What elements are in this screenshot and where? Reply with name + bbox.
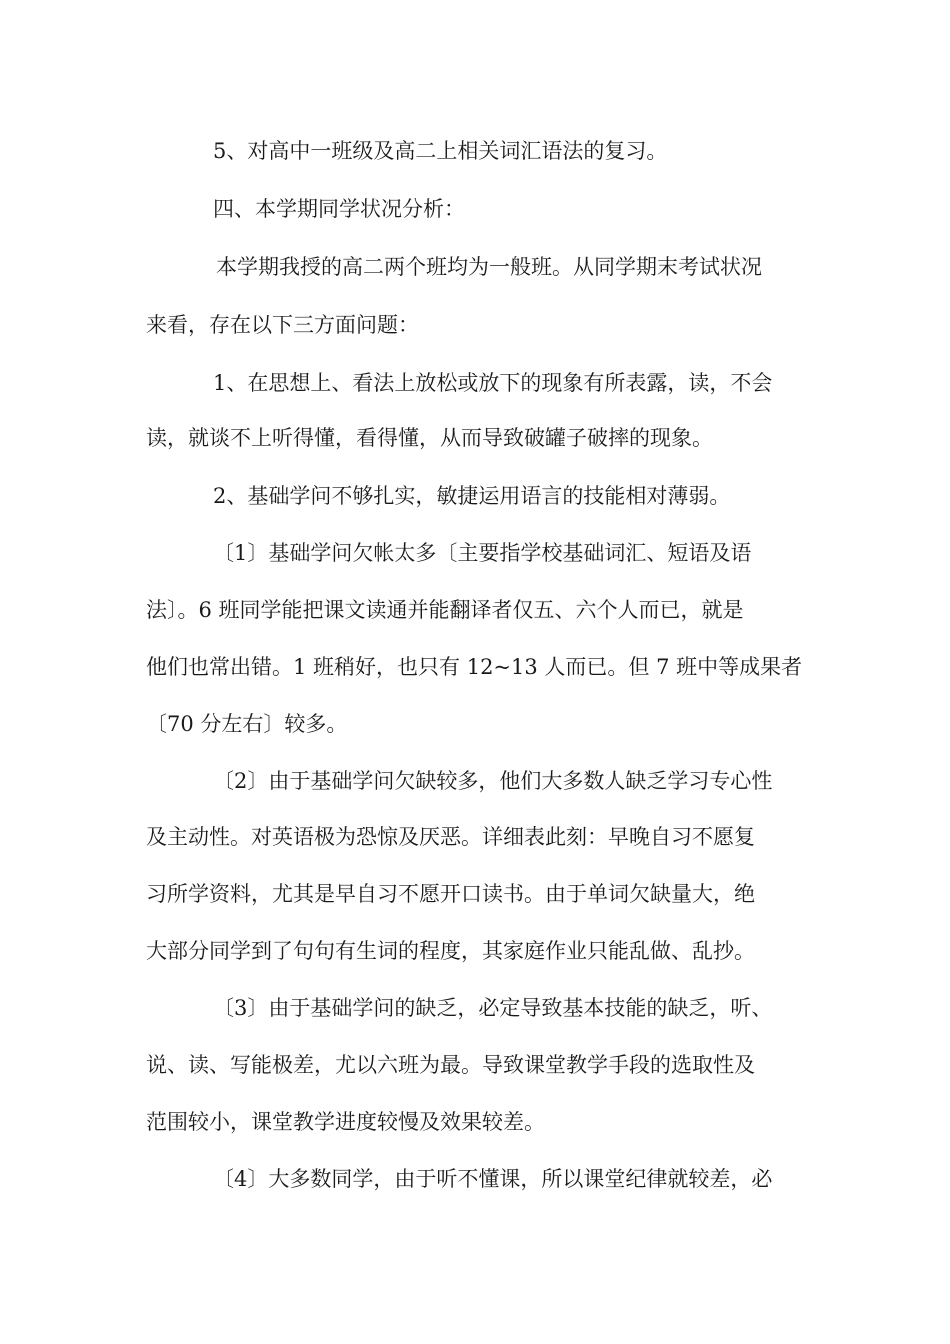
paragraph-line: 〔2〕由于基础学问欠缺较多，他们大多数人缺乏学习专心性 <box>213 769 773 793</box>
paragraph-line: 及主动性。对英语极为恐惊及厌恶。详细表此刻：早晚自习不愿复 <box>146 825 755 849</box>
paragraph-line: 〔70 分左右〕较多。 <box>146 712 348 736</box>
paragraph-line: 〔3〕由于基础学问的缺乏，必定导致基本技能的缺乏，听、 <box>213 996 773 1020</box>
paragraph-line: 法〕。6 班同学能把课文读通并能翻译者仅五、六个人而已，就是 <box>146 598 744 622</box>
paragraph-line: 读，就谈不上听得懂，看得懂，从而导致破罐子破摔的现象。 <box>146 426 713 450</box>
paragraph-line: 说、读、写能极差，尤以六班为最。导致课堂教学手段的选取性及 <box>146 1053 755 1077</box>
paragraph-line: 习所学资料，尤其是早自习不愿开口读书。由于单词欠缺量大，绝 <box>146 882 755 906</box>
paragraph-line: 他们也常出错。1 班稍好，也只有 12~13 人而已。但 7 班中等成果者 <box>146 655 803 679</box>
paragraph-line: 大部分同学到了句句有生词的程度，其家庭作业只能乱做、乱抄。 <box>146 939 755 963</box>
paragraph-line: 5、对高中一班级及高二上相关词汇语法的复习。 <box>213 139 668 163</box>
section-heading: 四、本学期同学状况分析： <box>213 197 465 221</box>
paragraph-line: 1、在思想上、看法上放松或放下的现象有所表露，读，不会 <box>213 371 773 395</box>
paragraph-line: 本学期我授的高二两个班均为一般班。从同学期末考试状况 <box>216 255 762 279</box>
paragraph-line: 〔4〕大多数同学，由于听不懂课，所以课堂纪律就较差，必 <box>213 1167 773 1191</box>
paragraph-line: 2、基础学问不够扎实，敏捷运用语言的技能相对薄弱。 <box>213 484 731 508</box>
paragraph-line: 来看，存在以下三方面问题： <box>146 313 419 337</box>
paragraph-line: 〔1〕基础学问欠帐太多〔主要指学校基础词汇、短语及语 <box>213 541 752 565</box>
paragraph-line: 范围较小，课堂教学进度较慢及效果较差。 <box>146 1110 545 1134</box>
